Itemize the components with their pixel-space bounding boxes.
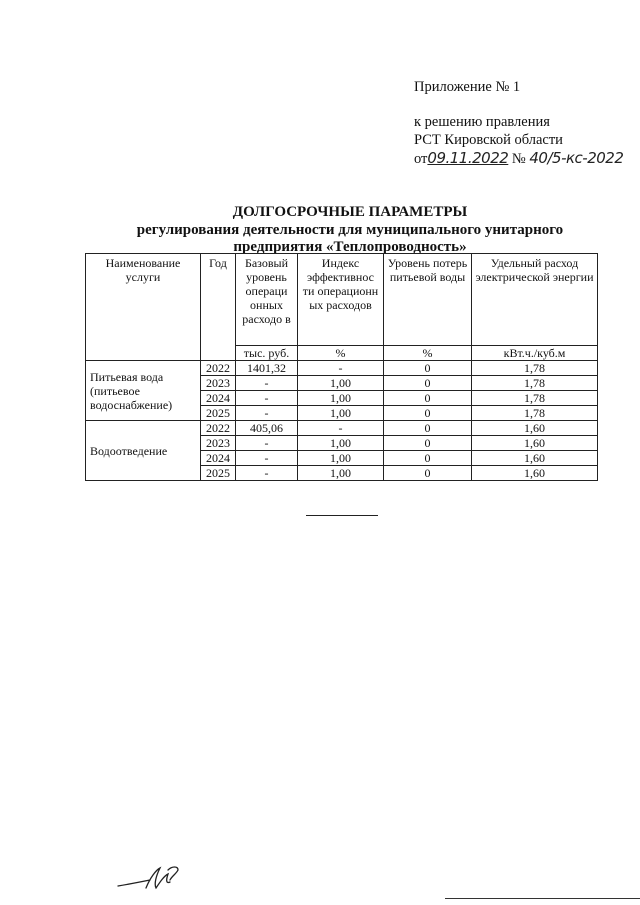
cell-year: 2024 <box>201 451 236 466</box>
cell-year: 2022 <box>201 361 236 376</box>
cell-energy-use: 1,60 <box>472 436 598 451</box>
cell-loss-level: 0 <box>384 361 472 376</box>
cell-base-level: - <box>236 376 298 391</box>
header-energy-use: Удельный расход электрической энергии <box>472 254 598 346</box>
cell-loss-level: 0 <box>384 421 472 436</box>
decision-reference <box>414 113 623 168</box>
cell-loss-level: 0 <box>384 406 472 421</box>
cell-energy-use: 1,60 <box>472 421 598 436</box>
decision-date-line <box>414 149 623 168</box>
appendix-label: Приложение № 1 <box>414 79 521 95</box>
cell-efficiency-index: 1,00 <box>298 376 384 391</box>
header-loss-level: Уровень потерь питьевой воды <box>384 254 472 346</box>
scan-edge-line <box>445 898 640 899</box>
document-title: ДОЛГОСРОЧНЫЕ ПАРАМЕТРЫ <box>232 204 468 220</box>
cell-energy-use: 1,78 <box>472 361 598 376</box>
cell-year: 2025 <box>201 466 236 481</box>
table-row <box>86 361 598 376</box>
header-efficiency-index: Индекс эффективнос ти операционн ых расходов <box>298 254 384 346</box>
cell-loss-level: 0 <box>384 466 472 481</box>
handwritten-signature <box>116 862 186 892</box>
cell-base-level: - <box>236 466 298 481</box>
decision-line-1: к решению правления <box>414 114 550 130</box>
number-sign: № <box>511 151 526 167</box>
cell-year: 2023 <box>201 376 236 391</box>
handwritten-number: 40/5-кс-2022 <box>529 149 624 167</box>
cell-loss-level: 0 <box>384 436 472 451</box>
cell-efficiency-index: - <box>298 361 384 376</box>
parameters-table <box>85 253 598 481</box>
cell-base-level: 405,06 <box>236 421 298 436</box>
cell-efficiency-index: 1,00 <box>298 436 384 451</box>
cell-base-level: - <box>236 406 298 421</box>
header-base-level: Базовый уровень операци онных расходо в <box>236 254 298 346</box>
header-service: Наименование услуги <box>86 254 201 361</box>
unit-energy-use: кВт.ч./куб.м <box>472 346 598 361</box>
cell-energy-use: 1,60 <box>472 466 598 481</box>
cell-energy-use: 1,78 <box>472 406 598 421</box>
cell-loss-level: 0 <box>384 391 472 406</box>
cell-base-level: - <box>236 436 298 451</box>
cell-efficiency-index: 1,00 <box>298 391 384 406</box>
cell-year: 2025 <box>201 406 236 421</box>
end-divider <box>306 515 378 516</box>
table-row <box>86 421 598 436</box>
service-name: Питьевая вода (питьевое водоснабжение) <box>86 361 201 421</box>
cell-efficiency-index: - <box>298 421 384 436</box>
cell-loss-level: 0 <box>384 376 472 391</box>
cell-energy-use: 1,60 <box>472 451 598 466</box>
handwritten-date: 09.11.2022 <box>427 149 509 167</box>
table-header-row <box>86 254 598 346</box>
cell-year: 2022 <box>201 421 236 436</box>
cell-loss-level: 0 <box>384 451 472 466</box>
cell-base-level: - <box>236 391 298 406</box>
cell-efficiency-index: 1,00 <box>298 466 384 481</box>
cell-energy-use: 1,78 <box>472 391 598 406</box>
cell-energy-use: 1,78 <box>472 376 598 391</box>
decision-line-2: РСТ Кировской области <box>414 132 563 148</box>
date-prefix: от <box>414 151 428 167</box>
cell-year: 2023 <box>201 436 236 451</box>
unit-base-level: тыс. руб. <box>236 346 298 361</box>
service-name: Водоотведение <box>86 421 201 481</box>
unit-loss-level: % <box>384 346 472 361</box>
cell-efficiency-index: 1,00 <box>298 406 384 421</box>
cell-efficiency-index: 1,00 <box>298 451 384 466</box>
cell-base-level: - <box>236 451 298 466</box>
cell-base-level: 1401,32 <box>236 361 298 376</box>
document-subtitle-line-2: предприятия «Теплопроводность» <box>233 239 467 255</box>
cell-year: 2024 <box>201 391 236 406</box>
unit-efficiency-index: % <box>298 346 384 361</box>
document-subtitle-line-1: регулирования деятельности для муниципального унитарного <box>136 222 564 238</box>
header-year: Год <box>201 254 236 361</box>
